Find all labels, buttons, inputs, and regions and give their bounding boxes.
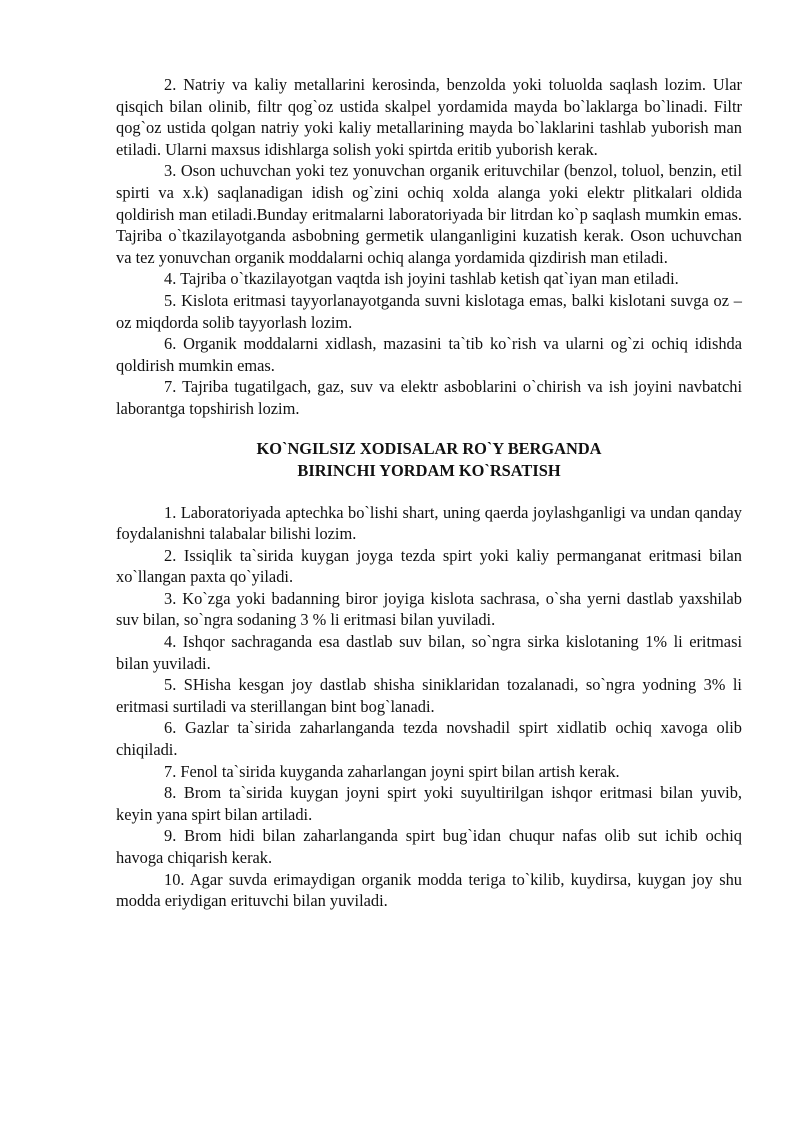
section-heading-line-1: KO`NGILSIZ XODISALAR RO`Y BERGANDA <box>256 438 602 458</box>
document-page <box>116 74 742 912</box>
first-aid-list <box>116 502 742 912</box>
first-aid-paragraph-5: 5. SHisha kesgan joy dastlab shisha siniklaridan tozalanadi, so`ngra yodning 3% li eritmasi surtiladi va sterillangan bint bog`lanadi. <box>116 675 742 716</box>
rule-paragraph-2: 2. Natriy va kaliy metallarini kerosinda, benzolda yoki toluolda saqlash lozim. Ular qisqich bilan olinib, filtr qog`oz ustida skalpel yordamida mayda bo`laklarga bo`linadi. Filtr qog`oz ustida qolgan natriy yoki kaliy metallarining mayda bo`laklarini tashlab yuborish man etiladi. Ularni maxsus idishlarga solish yoki spirtda eritib yuborish kerak. <box>116 75 742 159</box>
rule-paragraph-4: 4. Tajriba o`tkazilayotgan vaqtda ish joyini tashlab ketish qat`iyan man etiladi. <box>164 269 679 289</box>
first-aid-paragraph-2: 2. Issiqlik ta`sirida kuygan joyga tezda spirt yoki kaliy permanganat eritmasi bilan xo`llangan paxta qo`yiladi. <box>116 545 742 587</box>
section-heading-line-2: BIRINCHI YORDAM KO`RSATISH <box>297 460 561 480</box>
rule-paragraph-3: 3. Oson uchuvchan yoki tez yonuvchan organik erituvchilar (benzol, toluol, benzin, etil spirti va x.k) saqlanadigan idish og`zini ochiq xolda alanga yoki elektr plitkalari oldida qoldirish man etiladi.Bunday eritmalarni laboratoriyada bir litrdan ko`p saqlash mumkin emas. Tajriba o`tkazilayotganda asbobning germetik ulanganligini kuzatish kerak. Oson uchuvchan va tez yonuvchan organik moddalarni ochiq alanga yordamida qizdirish man etiladi. <box>116 161 742 267</box>
safety-rules-list <box>116 74 742 420</box>
rule-paragraph-6: 6. Organik moddalarni xidlash, mazasini ta`tib ko`rish va ularni og`zi ochiq idishda qoldirish mumkin emas. <box>116 334 742 375</box>
first-aid-paragraph-3: 3. Ko`zga yoki badanning biror joyiga kislota sachrasa, o`sha yerni dastlab yaxshilab suv bilan, so`ngra sodaning 3 % li eritmasi bilan yuviladi. <box>116 588 742 630</box>
first-aid-paragraph-10: 10. Agar suvda erimaydigan organik modda teriga to`kilib, kuydirsa, kuygan joy shu modda eriydigan erituvchi bilan yuviladi. <box>116 869 742 911</box>
first-aid-paragraph-4: 4. Ishqor sachraganda esa dastlab suv bilan, so`ngra sirka kislotaning 1% li eritmasi bilan yuviladi. <box>116 632 742 673</box>
rule-paragraph-7: 7. Tajriba tugatilgach, gaz, suv va elektr asboblarini o`chirish va ish joyini navbatchi laborantga topshirish lozim. <box>116 377 742 418</box>
first-aid-paragraph-8: 8. Brom ta`sirida kuygan joyni spirt yoki suyultirilgan ishqor eritmasi bilan yuvib, keyin yana spirt bilan artiladi. <box>116 783 742 824</box>
first-aid-paragraph-1: 1. Laboratoriyada aptechka bo`lishi shart, uning qaerda joylashganligi va undan qanday foydalanishni talabalar bilishi lozim. <box>116 502 742 544</box>
rule-paragraph-5: 5. Kislota eritmasi tayyorlanayotganda suvni kislotaga emas, balki kislotani suvga oz – oz miqdorda solib tayyorlash lozim. <box>116 290 742 332</box>
first-aid-paragraph-9: 9. Brom hidi bilan zaharlanganda spirt bug`idan chuqur nafas olib sut ichib ochiq havoga chiqarish kerak. <box>116 826 742 867</box>
section-heading <box>116 438 742 482</box>
first-aid-paragraph-7: 7. Fenol ta`sirida kuyganda zaharlangan joyni spirt bilan artish kerak. <box>164 761 620 781</box>
first-aid-paragraph-6: 6. Gazlar ta`sirida zaharlanganda tezda novshadil spirt xidlatib ochiq xavoga olib chiqiladi. <box>116 718 742 760</box>
